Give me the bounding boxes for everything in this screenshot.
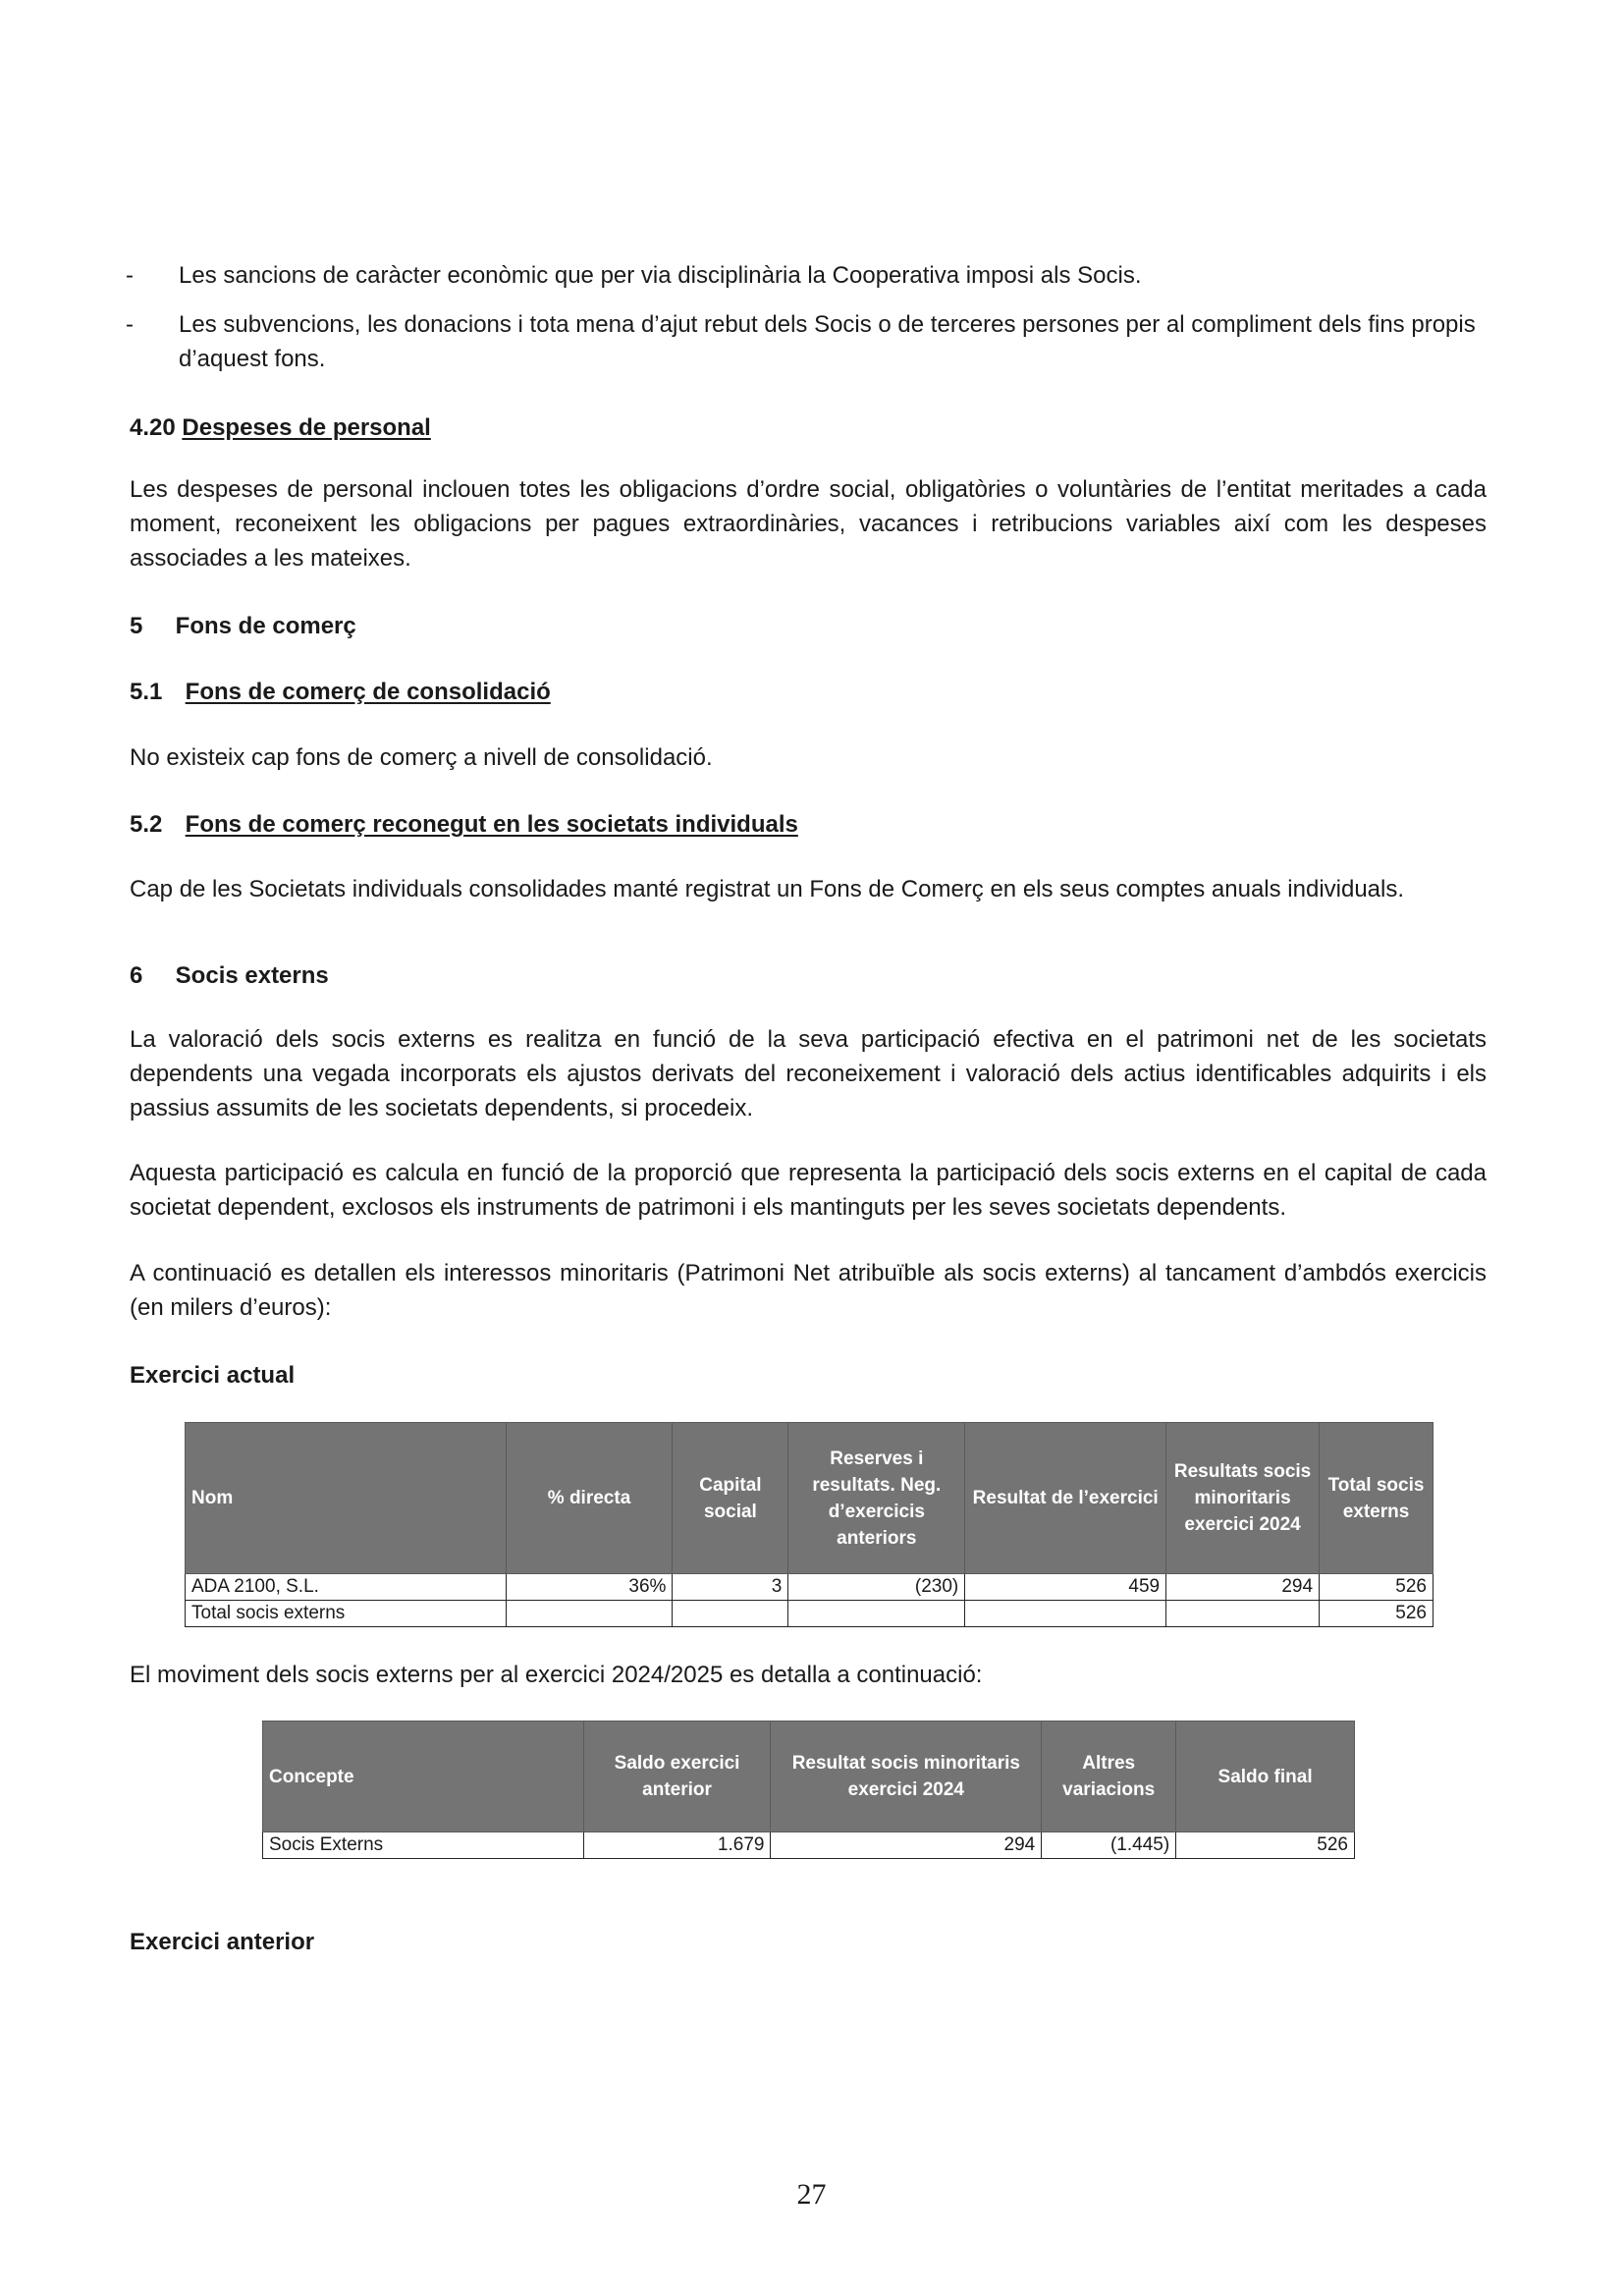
bullet-text: Les subvencions, les donacions i tota mena d’ajut rebut dels Socis o de terceres persones per al compliment dels fins propis d’aquest fons. — [179, 311, 1476, 372]
section-title: Fons de comerç de consolidació — [185, 679, 551, 705]
section-title: Socis externs — [175, 962, 329, 989]
paragraph: Les despeses de personal inclouen totes les obligacions d’ordre social, obligatòries o voluntàries de l’entitat meritades a cada moment, reconeixent les obligacions per pagues extraordinàries, vacances i retribucions variables així com les despeses associades a les mateixes. — [130, 476, 1487, 572]
table-cell — [506, 1601, 673, 1627]
table-cell: 294 — [771, 1832, 1042, 1859]
bullet-text: Les sancions de caràcter econòmic que per via disciplinària la Cooperativa imposi als Socis. — [179, 262, 1142, 289]
table-cell: ADA 2100, S.L. — [186, 1574, 507, 1601]
column-header: Altres variacions — [1042, 1722, 1176, 1832]
paragraph: No existeix cap fons de comerç a nivell de consolidació. — [130, 744, 713, 771]
table-cell: 3 — [673, 1574, 788, 1601]
section-heading-5-1 — [130, 675, 551, 709]
table-cell — [965, 1601, 1166, 1627]
section-title: Despeses de personal — [182, 414, 431, 441]
table-cell: (1.445) — [1042, 1832, 1176, 1859]
page-number: 27 — [796, 2178, 827, 2211]
bullet-item — [126, 258, 1487, 293]
table-cell: 1.679 — [583, 1832, 771, 1859]
table-cell — [1166, 1601, 1320, 1627]
section-heading-4-20 — [130, 410, 431, 445]
table-cell — [673, 1601, 788, 1627]
bullet-dash: - — [126, 262, 134, 289]
column-header: Nom — [186, 1423, 507, 1574]
paragraph: A continuació es detallen els interessos minoritaris (Patrimoni Net atribuïble als socis externs) al tancament d’ambdós exercicis (en milers d’euros): — [130, 1260, 1487, 1321]
paragraph: El moviment dels socis externs per al exercici 2024/2025 es detalla a continuació: — [130, 1662, 983, 1688]
section-number: 5 — [130, 613, 143, 639]
socis-externs-table — [185, 1422, 1434, 1627]
column-header: Saldo final — [1176, 1722, 1355, 1832]
table-cell: 526 — [1320, 1574, 1434, 1601]
table-cell: 36% — [506, 1574, 673, 1601]
moviment-socis-externs-table — [262, 1721, 1355, 1859]
table-cell: Total socis externs — [186, 1601, 507, 1627]
table-header-row — [186, 1423, 1434, 1574]
subheading-exercici-anterior: Exercici anterior — [130, 1929, 315, 1955]
paragraph: La valoració dels socis externs es realitza en funció de la seva participació efectiva en el patrimoni net de les societats dependents una vegada incorporats els ajustos derivats del reconeixement i valoració dels actius identificables adquirits i els passius assumits de les societats dependents, si procedeix. — [130, 1026, 1487, 1121]
section-heading-5-2 — [130, 807, 798, 842]
section-heading-6 — [130, 958, 329, 993]
bullet-dash: - — [126, 311, 134, 338]
table-cell: 459 — [965, 1574, 1166, 1601]
column-header: Total socis externs — [1320, 1423, 1434, 1574]
table-cell: (230) — [788, 1574, 965, 1601]
paragraph: Cap de les Societats individuals consolidades manté registrat un Fons de Comerç en els seus comptes anuals individuals. — [130, 876, 1405, 902]
paragraph: Aquesta participació es calcula en funció de la proporció que representa la participació dels socis externs en el capital de cada societat dependent, exclosos els instruments de patrimoni i els mantinguts per les seves societats dependents. — [130, 1160, 1487, 1221]
table-cell — [788, 1601, 965, 1627]
column-header: Resultat de l’exercici — [965, 1423, 1166, 1574]
table-cell: 294 — [1166, 1574, 1320, 1601]
table-cell: 526 — [1320, 1601, 1434, 1627]
section-title: Fons de comerç reconegut en les societats individuals — [185, 811, 798, 838]
subheading-exercici-actual: Exercici actual — [130, 1362, 296, 1389]
section-number: 5.1 — [130, 679, 163, 705]
section-number: 4.20 — [130, 414, 176, 441]
column-header: Resultats socis minoritaris exercici 2024 — [1166, 1423, 1320, 1574]
section-title: Fons de comerç — [175, 613, 356, 639]
section-number: 6 — [130, 962, 143, 989]
table-row — [186, 1601, 1434, 1627]
column-header: Capital social — [673, 1423, 788, 1574]
column-header: Saldo exercici anterior — [583, 1722, 771, 1832]
column-header: Concepte — [263, 1722, 584, 1832]
column-header: Resultat socis minoritaris exercici 2024 — [771, 1722, 1042, 1832]
column-header: Reserves i resultats. Neg. d’exercicis anteriors — [788, 1423, 965, 1574]
table-row — [263, 1832, 1355, 1859]
column-header: % directa — [506, 1423, 673, 1574]
table-row — [186, 1574, 1434, 1601]
table-cell: 526 — [1176, 1832, 1355, 1859]
table-header-row — [263, 1722, 1355, 1832]
section-heading-5 — [130, 609, 356, 643]
section-number: 5.2 — [130, 811, 163, 838]
bullet-item — [126, 307, 1487, 376]
table-cell: Socis Externs — [263, 1832, 584, 1859]
